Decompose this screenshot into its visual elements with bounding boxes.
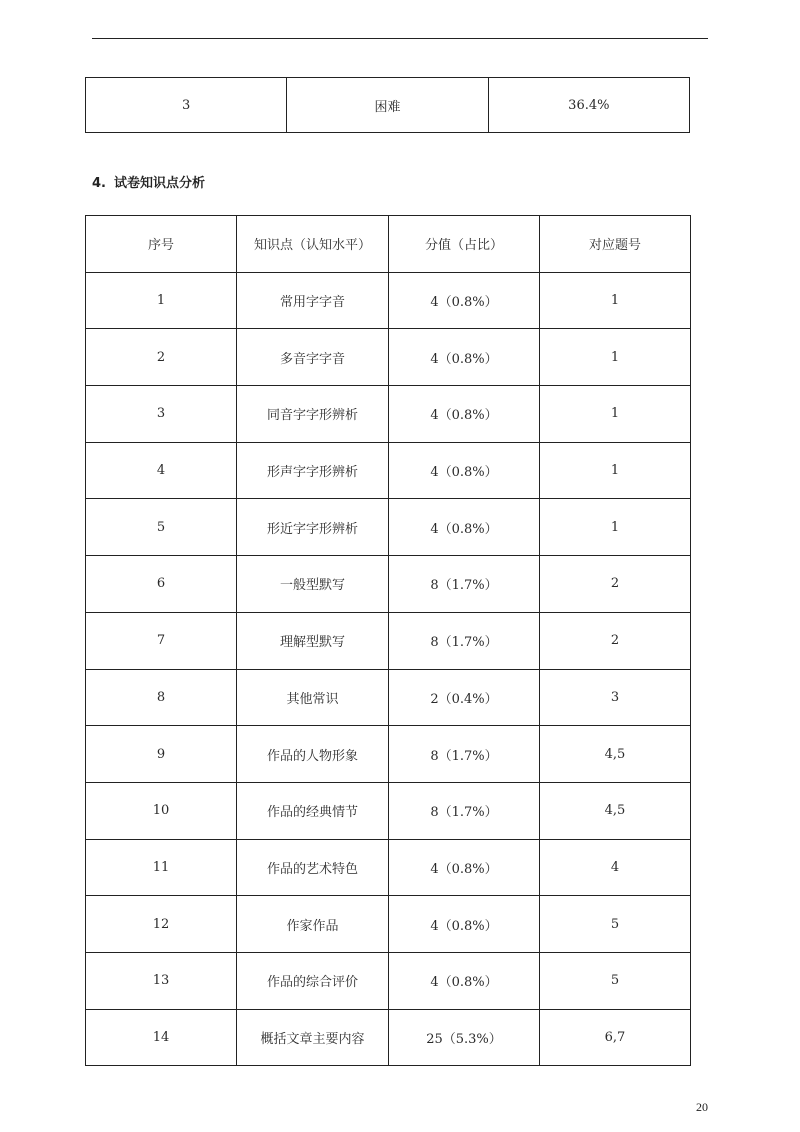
question-number-cell: 1 [540,442,691,499]
column-header: 对应题号 [540,216,691,273]
row-number-cell: 6 [86,556,237,613]
knowledge-point-cell: 形声字字形辨析 [237,442,389,499]
page-number: 20 [696,1100,708,1114]
knowledge-point-cell: 一般型默写 [237,556,389,613]
score-cell: 4（0.8%） [389,442,540,499]
question-number-cell: 1 [540,272,691,329]
section-title: 试卷知识点分析 [113,176,205,191]
row-number-cell: 12 [86,896,237,953]
question-number-cell: 2 [540,556,691,613]
question-number-cell: 2 [540,612,691,669]
question-number-cell: 4,5 [540,782,691,839]
column-header: 分值（占比） [389,216,540,273]
table-row [86,952,691,1009]
column-header: 知识点（认知水平） [237,216,389,273]
question-number-cell: 1 [540,499,691,556]
knowledge-point-cell: 多音字字音 [237,329,389,386]
knowledge-point-table-body [86,216,691,1066]
row-number-cell: 4 [86,442,237,499]
knowledge-point-cell: 作品的综合评价 [237,952,389,1009]
knowledge-point-table [85,215,691,1066]
knowledge-point-cell: 作品的艺术特色 [237,839,389,896]
row-number-cell: 11 [86,839,237,896]
table-row [86,442,691,499]
table-header-row [86,216,691,273]
header-rule [92,38,708,39]
table-row [86,669,691,726]
knowledge-point-cell: 常用字字音 [237,272,389,329]
score-cell: 8（1.7%） [389,612,540,669]
table-row [86,612,691,669]
row-number-cell: 14 [86,1009,237,1066]
table-row [86,839,691,896]
score-cell: 4（0.8%） [389,329,540,386]
score-cell: 4（0.8%） [389,952,540,1009]
score-cell: 4（0.8%） [389,839,540,896]
table-cell: 3 [86,78,287,133]
question-number-cell: 5 [540,896,691,953]
section-heading [92,172,205,191]
question-number-cell: 3 [540,669,691,726]
knowledge-point-cell: 同音字字形辨析 [237,386,389,443]
row-number-cell: 1 [86,272,237,329]
row-number-cell: 2 [86,329,237,386]
table-row [86,386,691,443]
table-row [86,1009,691,1066]
score-cell: 8（1.7%） [389,782,540,839]
table-cell: 36.4% [488,78,689,133]
knowledge-point-cell: 形近字字形辨析 [237,499,389,556]
row-number-cell: 8 [86,669,237,726]
knowledge-point-cell: 理解型默写 [237,612,389,669]
table-row [86,499,691,556]
table-row [86,556,691,613]
table-row [86,896,691,953]
score-cell: 4（0.8%） [389,896,540,953]
question-number-cell: 1 [540,329,691,386]
table-row [86,726,691,783]
table-row [86,78,690,133]
question-number-cell: 6,7 [540,1009,691,1066]
score-cell: 4（0.8%） [389,499,540,556]
row-number-cell: 10 [86,782,237,839]
section-number: 4. [92,176,106,191]
score-cell: 4（0.8%） [389,386,540,443]
difficulty-table [85,77,690,133]
score-cell: 2（0.4%） [389,669,540,726]
knowledge-point-cell: 其他常识 [237,669,389,726]
knowledge-point-cell: 作家作品 [237,896,389,953]
table-row [86,272,691,329]
table-cell: 困难 [287,78,488,133]
question-number-cell: 4 [540,839,691,896]
column-header: 序号 [86,216,237,273]
row-number-cell: 5 [86,499,237,556]
table-row [86,329,691,386]
score-cell: 4（0.8%） [389,272,540,329]
knowledge-point-cell: 作品的经典情节 [237,782,389,839]
row-number-cell: 7 [86,612,237,669]
question-number-cell: 1 [540,386,691,443]
table-row [86,782,691,839]
score-cell: 8（1.7%） [389,726,540,783]
question-number-cell: 5 [540,952,691,1009]
question-number-cell: 4,5 [540,726,691,783]
row-number-cell: 13 [86,952,237,1009]
row-number-cell: 9 [86,726,237,783]
knowledge-point-cell: 作品的人物形象 [237,726,389,783]
row-number-cell: 3 [86,386,237,443]
score-cell: 25（5.3%） [389,1009,540,1066]
knowledge-point-cell: 概括文章主要内容 [237,1009,389,1066]
score-cell: 8（1.7%） [389,556,540,613]
